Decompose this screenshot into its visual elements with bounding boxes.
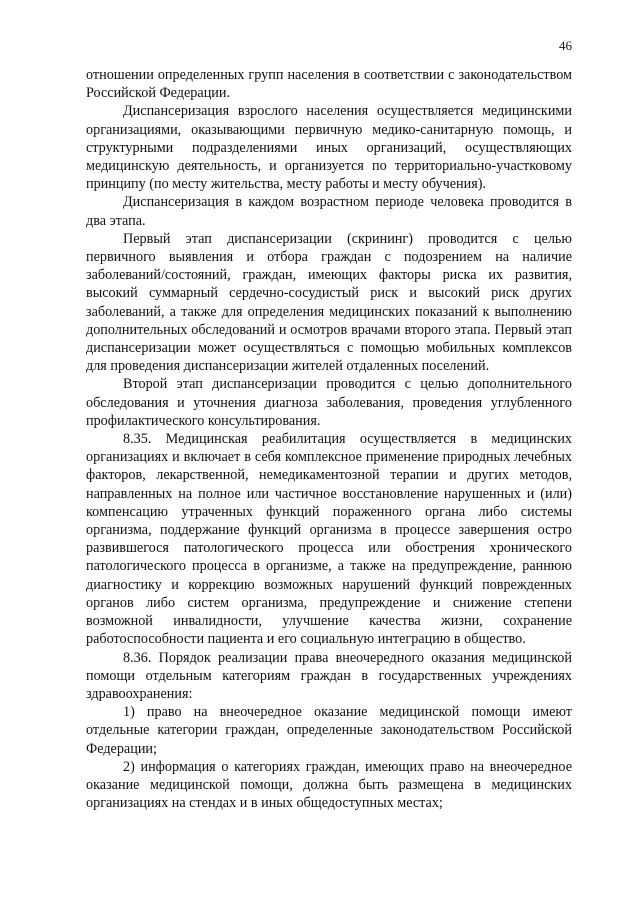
paragraph-second-stage: Второй этап диспансеризации проводится с целью дополнительного обследования и уточнения диагноза заболевания, проведения углубленного профилактического консультирования. (86, 376, 572, 429)
paragraph-dispensary-organization: Диспансеризация взрослого населения осуществляется медицинскими организациями, оказывающими первичную медико-санитарную помощь, и структурными подразделениями иных организаций, осуществляющих медицинскую деятельность, и организуется по территориально-участковому принципу (по месту жительства, месту работы и месту обучения). (86, 103, 572, 193)
paragraph-8-35-rehabilitation: 8.35. Медицинская реабилитация осуществляется в медицинских организациях и включает в себя комплексное применение природных лечебных факторов, лекарственной, немедикаментозной терапии и других методов, направленных на полное или частичное восстановление нарушенных и (или) компенсацию утраченных функций пораженного органа либо системы организма, поддержание функций организма в процессе завершения остро развившегося патологического процесса или обострения хронического патологического процесса в организме, а также на предупреждение, раннюю диагностику и коррекцию возможных нарушений функций поврежденных органов либо систем организма, предупреждение и снижение степени возможной инвалидности, улучшение качества жизни, сохранение работоспособности пациента и его социальную интеграцию в общество. (86, 431, 572, 648)
paragraph-continuation: отношении определенных групп населения в соответствии с законодательством Российской Федерации. (86, 67, 572, 102)
page-number: 46 (559, 38, 572, 53)
paragraph-8-36-priority-care: 8.36. Порядок реализации права внеочередного оказания медицинской помощи отдельным категориям граждан в государственных учреждениях здравоохранения: (86, 649, 572, 702)
paragraph-dispensary-stages: Диспансеризация в каждом возрастном периоде человека проводится в два этапа. (86, 194, 572, 229)
list-item-1: 1) право на внеочередное оказание медицинской помощи имеют отдельные категории граждан, определенные законодательством Российской Федерации; (86, 704, 572, 757)
paragraph-first-stage: Первый этап диспансеризации (скрининг) проводится с целью первичного выявления и отбора граждан с подозрением на наличие заболеваний/состояний, граждан, имеющих факторы риска их развития, высокий суммарный сердечно-сосудистый риск и высокий риск других заболеваний, а также для определения медицинских показаний к выполнению дополнительных обследований и осмотров врачами второго этапа. Первый этап диспансеризации может осуществляться с помощью мобильных комплексов для проведения диспансеризации жителей отдаленных поселений. (86, 230, 572, 375)
list-item-2: 2) информация о категориях граждан, имеющих право на внеочередное оказание медицинской помощи, должна быть размещена в медицинских организациях на стендах и в иных общедоступных местах; (86, 758, 572, 812)
document-body (86, 66, 572, 812)
